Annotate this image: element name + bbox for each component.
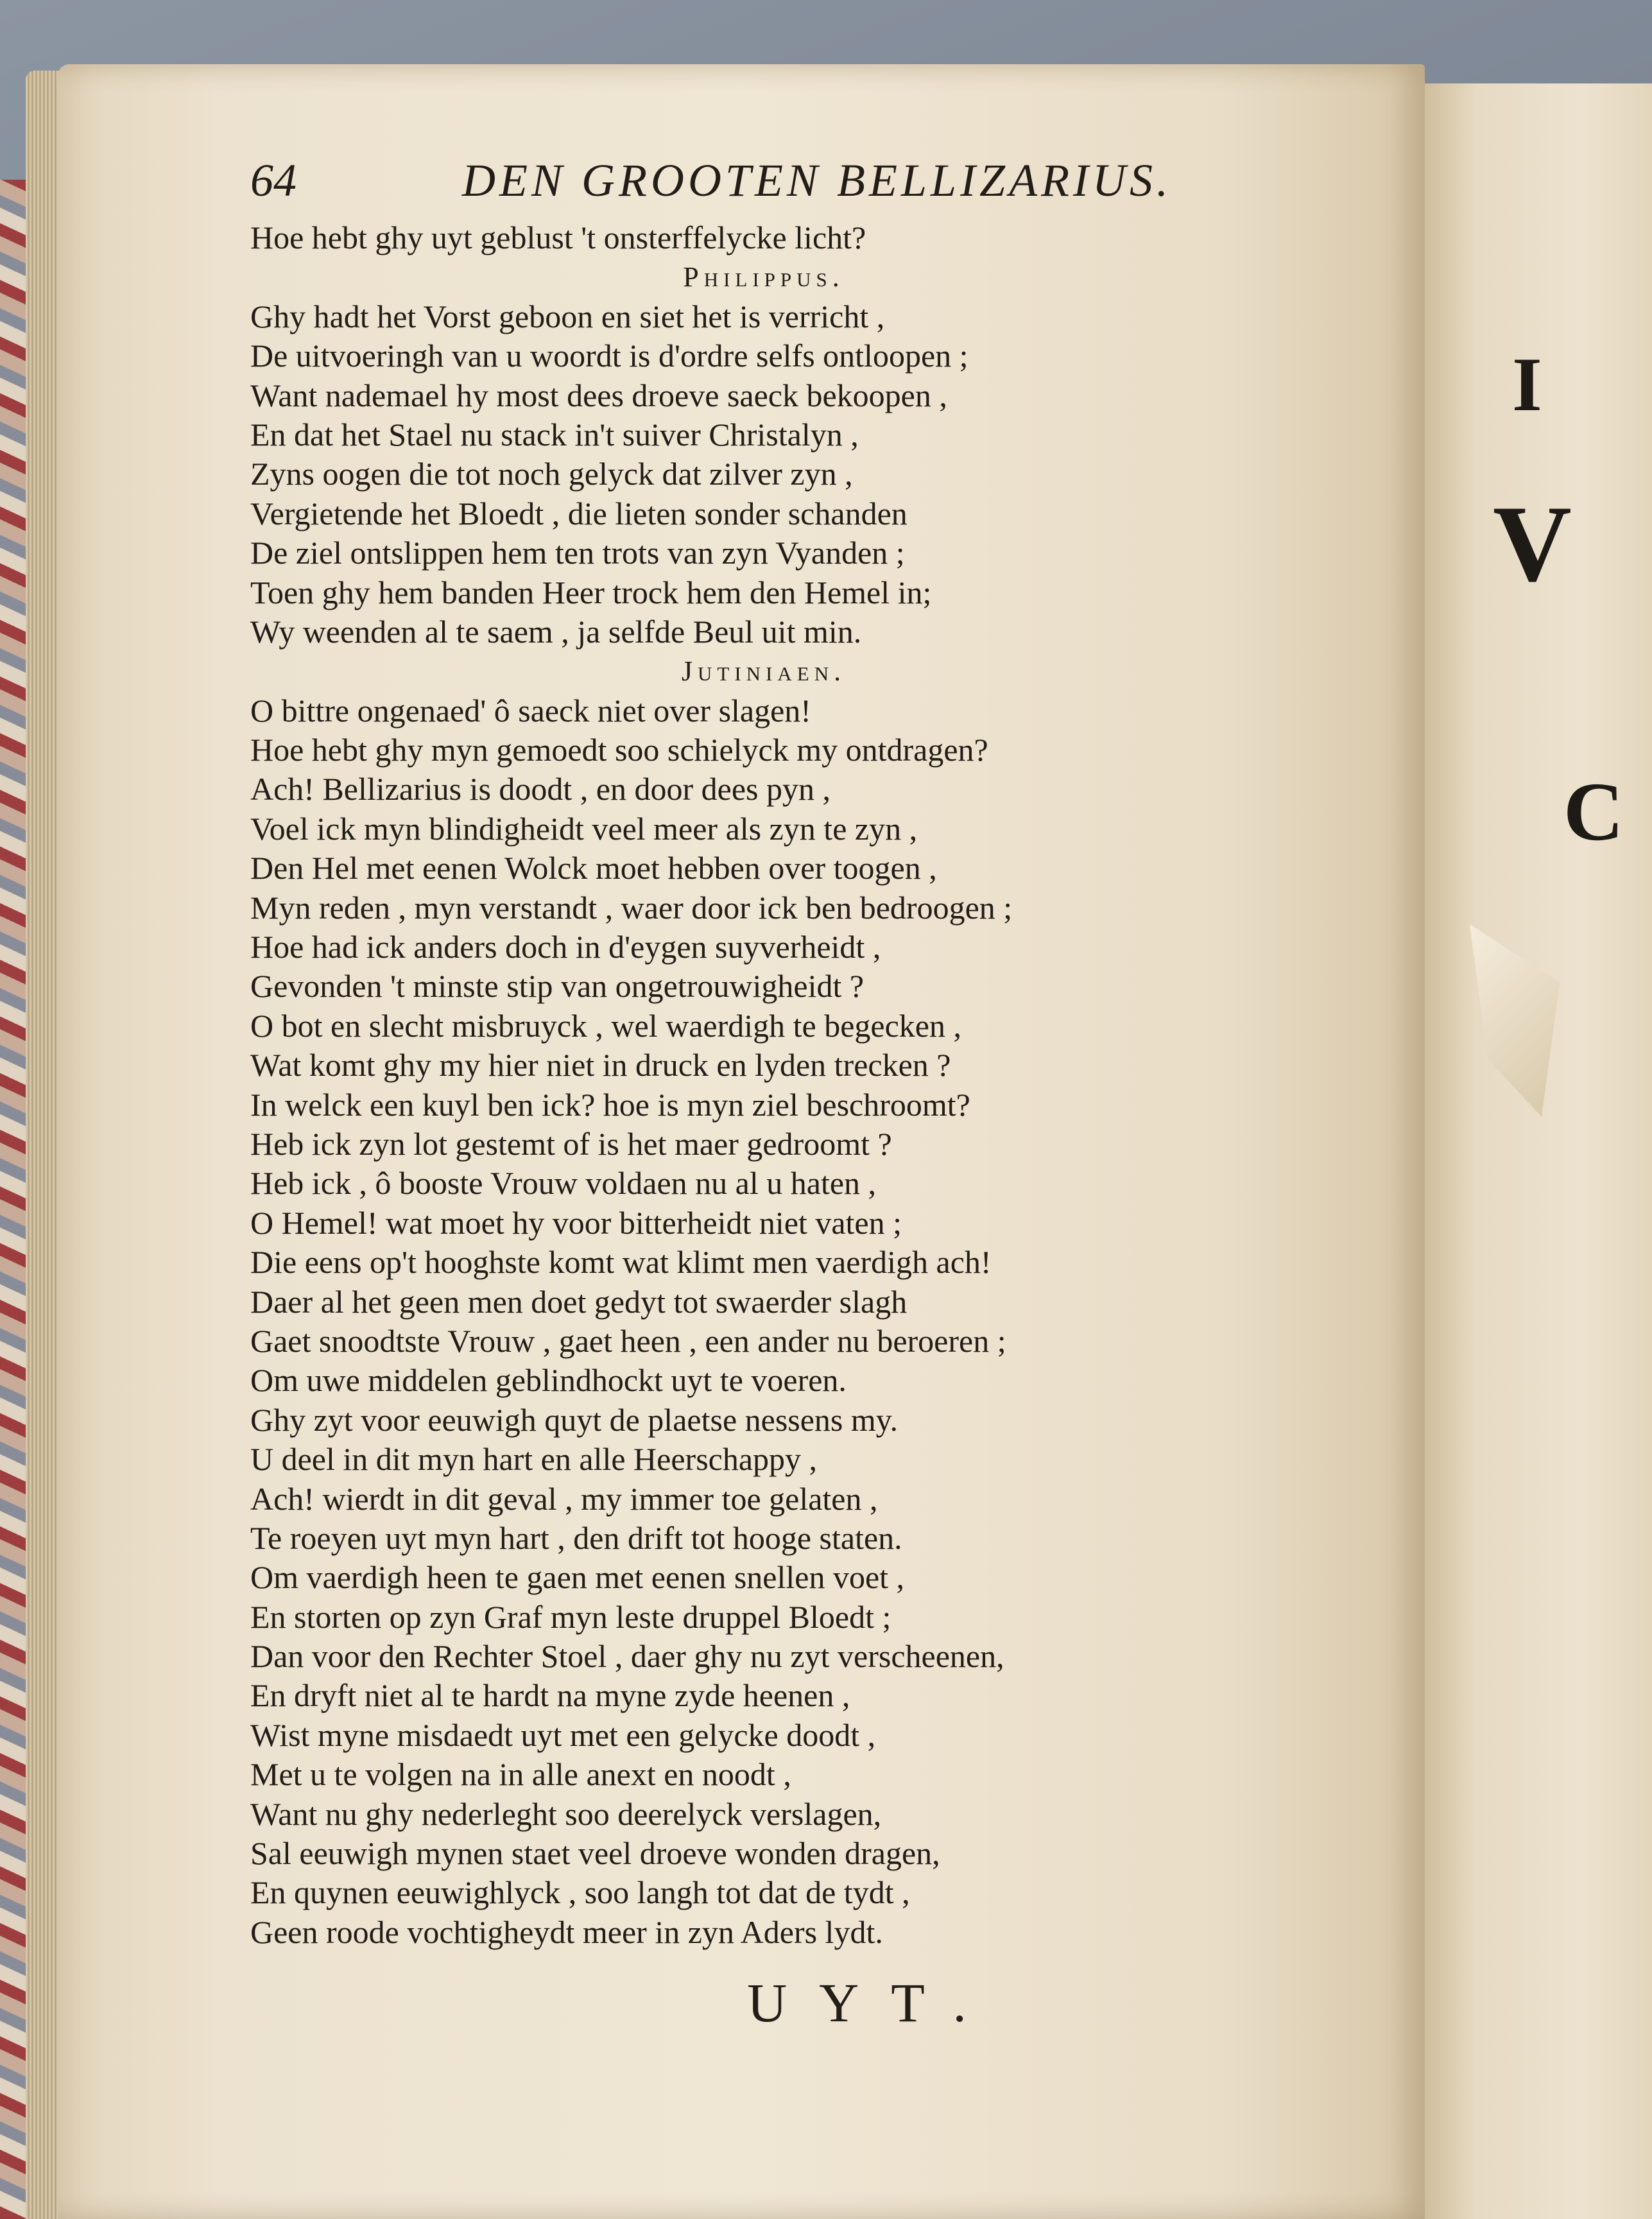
verse-line: U deel in dit myn hart en alle Heerschappy , [250, 1441, 818, 1478]
verse-line: Vergietende het Bloedt , die lieten sonder schanden [250, 495, 908, 531]
verse-line: Sal eeuwigh mynen staet veel droeve wonden dragen, [250, 1835, 940, 1872]
verse-line: Toen ghy hem banden Heer trock hem den Hemel in; [250, 574, 932, 610]
verse-line: En storten op zyn Graf myn leste druppel Bloedt ; [250, 1598, 891, 1635]
verse-line: De ziel ontslippen hem ten trots van zyn Vyanden ; [250, 535, 905, 571]
verse-line: Myn reden , myn verstandt , waer door ick ben bedroogen ; [250, 889, 1013, 926]
verse-line: Want nu ghy nederleght soo deerelyck verslagen, [250, 1795, 882, 1832]
verse-line: Hoe hebt ghy uyt geblust 't onsterffelycke licht? [250, 220, 866, 255]
verse-line: Den Hel met eenen Wolck moet hebben over toogen , [250, 850, 937, 886]
running-title: DEN GROOTEN BELLIZARIUS. [462, 155, 1173, 206]
verse-line: Geen roode vochtigheydt meer in zyn Aders lydt. [250, 1913, 883, 1950]
verse-line: Die eens op't hooghste komt wat klimt men vaerdigh ach! [250, 1244, 992, 1281]
verse-line: En quynen eeuwighlyck , soo langh tot dat de tydt , [250, 1874, 910, 1911]
verse-line: In welck een kuyl ben ick? hoe is myn ziel beschroomt? [250, 1086, 970, 1123]
verse-line: Met u te volgen na in alle anext en noodt , [250, 1756, 791, 1793]
verse-line: Ach! wierdt in dit geval , my immer toe gelaten , [250, 1480, 878, 1517]
verse-line: Om vaerdigh heen te gaen met eenen snellen voet , [250, 1559, 905, 1596]
verse-line: O Hemel! wat moet hy voor bitterheidt niet vaten ; [250, 1204, 902, 1241]
verse-line: Wy weenden al te saem , ja selfde Beul uit min. [250, 613, 862, 650]
verse-text-block [250, 218, 1277, 1952]
verse-line: O bittre ongenaed' ô saeck niet over slagen! [250, 692, 811, 729]
verse-line: Gaet snoodtste Vrouw , gaet heen , een ander nu beroeren ; [250, 1322, 1006, 1359]
speaker-name: Philippus. [683, 261, 845, 293]
verse-line: Ghy hadt het Vorst geboon en siet het is verricht , [250, 298, 885, 334]
verse-line: Dan voor den Rechter Stoel , daer ghy nu zyt verscheenen, [250, 1638, 1004, 1675]
verse-line: Want nademael hy most dees droeve saeck bekoopen , [250, 377, 947, 413]
right-page-letter-3: C [1563, 766, 1624, 858]
verse-line: En dat het Stael nu stack in't suiver Christalyn , [250, 416, 859, 453]
verse-line: Heb ick , ô booste Vrouw voldaen nu al u haten , [250, 1165, 877, 1202]
right-page [1412, 83, 1652, 2219]
verse-line: Hoe had ick anders doch in d'eygen suyverheidt , [250, 929, 881, 965]
page-number: 64 [250, 155, 297, 206]
verse-line: Zyns oogen die tot noch gelyck dat zilver zyn , [250, 456, 853, 492]
verse-line: Hoe hebt ghy myn gemoedt soo schielyck my ontdragen? [250, 732, 988, 768]
verse-line: Te roeyen uyt myn hart , den drift tot hooge staten. [250, 1519, 902, 1556]
verse-line: Om uwe middelen geblindhockt uyt te voeren. [250, 1362, 847, 1399]
verse-line: Gevonden 't minste stip van ongetrouwigheidt ? [250, 968, 865, 1005]
verse-line: Heb ick zyn lot gestemt of is het maer gedroomt ? [250, 1125, 892, 1162]
verse-line: O bot en slecht misbruyck , wel waerdigh te begecken , [250, 1007, 961, 1044]
speaker-name: Jutiniaen. [681, 655, 847, 687]
verse-line: De uitvoeringh van u woordt is d'ordre selfs ontloopen ; [250, 338, 968, 374]
end-mark: UYT. [747, 1972, 999, 2033]
running-head [250, 154, 1277, 212]
verse-line: Daer al het geen men doet gedyt tot swaerder slagh [250, 1283, 908, 1320]
right-page-letter-1: I [1512, 341, 1542, 427]
verse-line: Wist myne misdaedt uyt met een gelycke doodt , [250, 1716, 876, 1753]
right-page-letter-2: V [1493, 483, 1572, 604]
verse-line: Ach! Bellizarius is doodt , en door dees pyn , [250, 771, 830, 807]
verse-line: En dryft niet al te hardt na myne zyde heenen , [250, 1677, 850, 1714]
verse-line: Ghy zyt voor eeuwigh quyt de plaetse nessens my. [250, 1401, 899, 1438]
verse-line: Wat komt ghy my hier niet in druck en lyden trecken ? [250, 1047, 951, 1084]
verse-line: Voel ick myn blindigheidt veel meer als zyn te zyn , [250, 810, 918, 847]
